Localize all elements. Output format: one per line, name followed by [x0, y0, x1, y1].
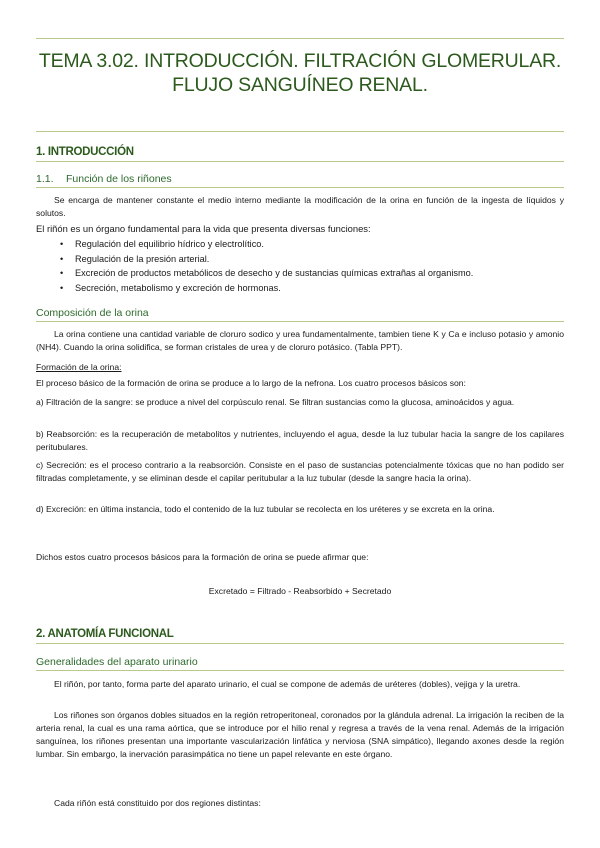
section-2-heading: 2. ANATOMÍA FUNCIONAL [36, 628, 564, 644]
list-item: • Regulación de la presión arterial. [60, 252, 560, 267]
paragraph-composition: La orina contiene una cantidad variable de cloruro sodico y urea fundamentalmente, tambien tiene K y Ca e incluso potasio y amonio (NH4). Cuando la orina solidifica, se forman cristales de urea y de cloruro potásico. (Tabla PPT). [36, 329, 564, 352]
bullet-icon: • [60, 282, 64, 293]
paragraph-kidneys: Los riñones son órganos dobles situados en la región retroperitoneal, coronados por la glándula adrenal. La irrigación la reciben de la arteria renal, la cual es una rama aórtica, que se introduce por el hilio renal y regresa a través de la vena renal. Además de la irrigación sanguínea, los riñones presentan una importante vascularización linfática y nerviosa (SNA simpático), llegando axones desde la región lumbar. Sin embargo, la inervación parasimpática no tiene un papel relevante en este órgano. [36, 710, 564, 759]
list-item: • Regulación del equilibrio hídrico y electrolítico. [60, 237, 560, 252]
functions-lead: El riñón es un órgano fundamental para la vida que presenta diversas funciones: [36, 223, 371, 234]
bullet-icon: • [60, 253, 64, 264]
subsection-title: Función de los riñones [66, 173, 172, 185]
subsection-number: 1.1. [36, 173, 54, 185]
subsection-composition-heading: Composición de la orina [36, 307, 564, 322]
list-item: • Secreción, metabolismo y excreción de hormonas. [60, 281, 560, 296]
paragraph-urinary-system: El riñón, por tanto, forma parte del aparato urinario, el cual se compone de además de uréteres (dobles), vejiga y la uretra. [54, 679, 521, 689]
formation-heading: Formación de la orina: [36, 362, 122, 372]
paragraph-formation: El proceso básico de la formación de orina se produce a lo largo de la nefrona. Los cuatro procesos básicos son: [36, 378, 466, 388]
paragraph-secretion: c) Secreción: es el proceso contrario a la reabsorción. Consiste en el paso de sustancias potencialmente tóxicas que no han podido ser filtradas completamente, y se eliminan desde el capilar peritubular a la luz tubular (desde la sangre hacia la orina). [36, 460, 564, 483]
paragraph-excretion: d) Excreción: en última instancia, todo el contenido de la luz tubular se recolecta en los uréteres y se excreta en la orina. [36, 504, 495, 514]
paragraph-reabsorption: b) Reabsorción: es la recuperación de metabolitos y nutrientes, incluyendo el agua, desde la luz tubular hacia la sangre de los capilares peritubulares. [36, 429, 564, 452]
paragraph-summary: Dichos estos cuatro procesos básicos para la formación de orina se puede afirmar que: [36, 552, 369, 562]
section-1-heading: 1. INTRODUCCIÓN [36, 146, 564, 162]
page-title: TEMA 3.02. INTRODUCCIÓN. FILTRACIÓN GLOMERULAR. FLUJO SANGUÍNEO RENAL. [38, 50, 562, 96]
paragraph-function: Se encarga de mantener constante el medio interno mediante la modificación de la orina en función de la ingesta de líquidos y solutos. [36, 195, 564, 218]
functions-list [60, 237, 560, 295]
subsection-generalities-heading: Generalidades del aparato urinario [36, 656, 564, 671]
list-item: • Excreción de productos metabólicos de desecho y de sustancias químicas extrañas al organismo. [60, 266, 560, 281]
paragraph-filtration: a) Filtración de la sangre: se produce a nivel del corpúsculo renal. Se filtran sustancias como la glucosa, aminoácidos y agua. [36, 397, 515, 407]
paragraph-regions: Cada riñón está constituido por dos regiones distintas: [54, 798, 261, 808]
subsection-1-1-heading [36, 173, 564, 188]
bullet-icon: • [60, 268, 64, 278]
bullet-icon: • [60, 239, 64, 249]
title-block [36, 38, 564, 132]
formula: Excretado = Filtrado - Reabsorbido + Secretado [208, 586, 392, 596]
